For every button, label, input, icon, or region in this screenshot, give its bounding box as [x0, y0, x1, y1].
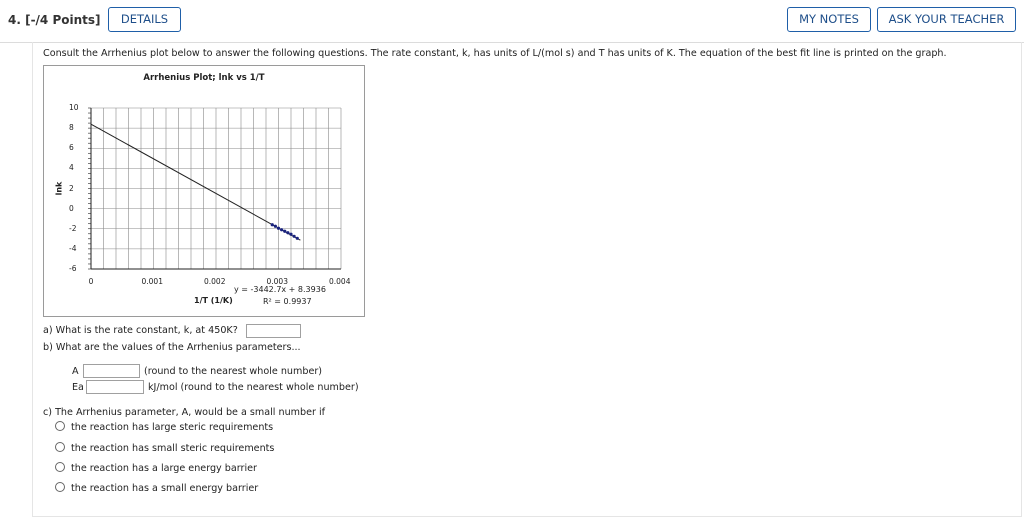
chart-data-point — [280, 228, 283, 231]
radio-button-icon[interactable] — [55, 462, 65, 472]
chart-r-squared: R² = 0.9937 — [263, 297, 312, 306]
chart-y-tick-label: 10 — [69, 103, 79, 112]
arrhenius-chart — [43, 65, 365, 317]
chart-fit-line — [91, 124, 300, 240]
chart-y-tick-label: 8 — [69, 123, 74, 133]
chart-x-axis-label: 1/T (1/K) — [194, 296, 233, 305]
question-c-text: c) The Arrhenius parameter, A, would be a small number if — [43, 407, 326, 418]
ask-your-teacher-button[interactable]: ASK YOUR TEACHER — [877, 7, 1016, 32]
chart-data-point — [277, 227, 280, 230]
ea-parameter-hint: kJ/mol (round to the nearest whole number) — [148, 382, 359, 393]
chart-x-tick-label: 0.004 — [329, 277, 351, 286]
question-b-text: b) What are the values of the Arrhenius parameters... — [43, 342, 301, 353]
question-a-text: a) What is the rate constant, k, at 450K? — [43, 325, 238, 336]
question-intro: Consult the Arrhenius plot below to answer the following questions. The rate constant, k, has units of L/(mol s) and T has units of K. The equation of the best fit line is printed on the graph. — [43, 48, 947, 59]
chart-fit-equation: y = -3442.7x + 8.3936 — [234, 285, 326, 294]
chart-x-tick-label: 0.002 — [204, 277, 226, 286]
chart-y-tick-label: -4 — [69, 243, 77, 253]
chart-y-axis-label: lnk — [54, 181, 64, 196]
ea-parameter-label: Ea — [72, 382, 84, 393]
chart-y-tick-label: 0 — [69, 203, 74, 213]
option-small-steric[interactable]: the reaction has small steric requirements — [55, 442, 274, 456]
chart-data-point — [274, 225, 277, 228]
a-parameter-label: A — [72, 366, 79, 377]
radio-button-icon[interactable] — [55, 421, 65, 431]
a-parameter-hint: (round to the nearest whole number) — [144, 366, 323, 377]
option-small-energy-barrier[interactable]: the reaction has a small energy barrier — [55, 482, 258, 496]
question-number: 4. [-/4 Points] — [8, 13, 101, 27]
chart-x-tick-label: 0 — [88, 277, 94, 286]
chart-data-point — [293, 235, 296, 238]
chart-data-point — [286, 231, 289, 234]
question-header — [0, 0, 1024, 43]
chart-y-tick-label: 6 — [69, 143, 74, 153]
option-large-energy-barrier[interactable]: the reaction has a large energy barrier — [55, 462, 257, 476]
option-large-steric[interactable]: the reaction has large steric requirements — [55, 421, 273, 435]
chart-x-tick-label: 0.001 — [141, 277, 163, 286]
radio-button-icon[interactable] — [55, 482, 65, 492]
chart-data-point — [289, 233, 292, 236]
chart-data-point — [271, 223, 274, 226]
chart-title: Arrhenius Plot; lnk vs 1/T — [143, 73, 265, 83]
chart-y-tick-label: -2 — [69, 223, 77, 233]
ea-parameter-input[interactable] — [86, 380, 144, 394]
chart-y-tick-label: -6 — [69, 264, 77, 273]
my-notes-button[interactable]: MY NOTES — [787, 7, 871, 32]
chart-y-tick-label: 4 — [69, 163, 74, 173]
chart-x-tick-label: 0.003 — [266, 277, 288, 286]
radio-button-icon[interactable] — [55, 442, 65, 452]
a-parameter-input[interactable] — [83, 364, 140, 378]
details-button[interactable]: DETAILS — [108, 7, 181, 32]
chart-y-tick-label: 2 — [69, 183, 74, 193]
chart-data-point — [296, 237, 299, 240]
chart-data-point — [283, 230, 286, 233]
rate-constant-input[interactable] — [246, 324, 301, 338]
